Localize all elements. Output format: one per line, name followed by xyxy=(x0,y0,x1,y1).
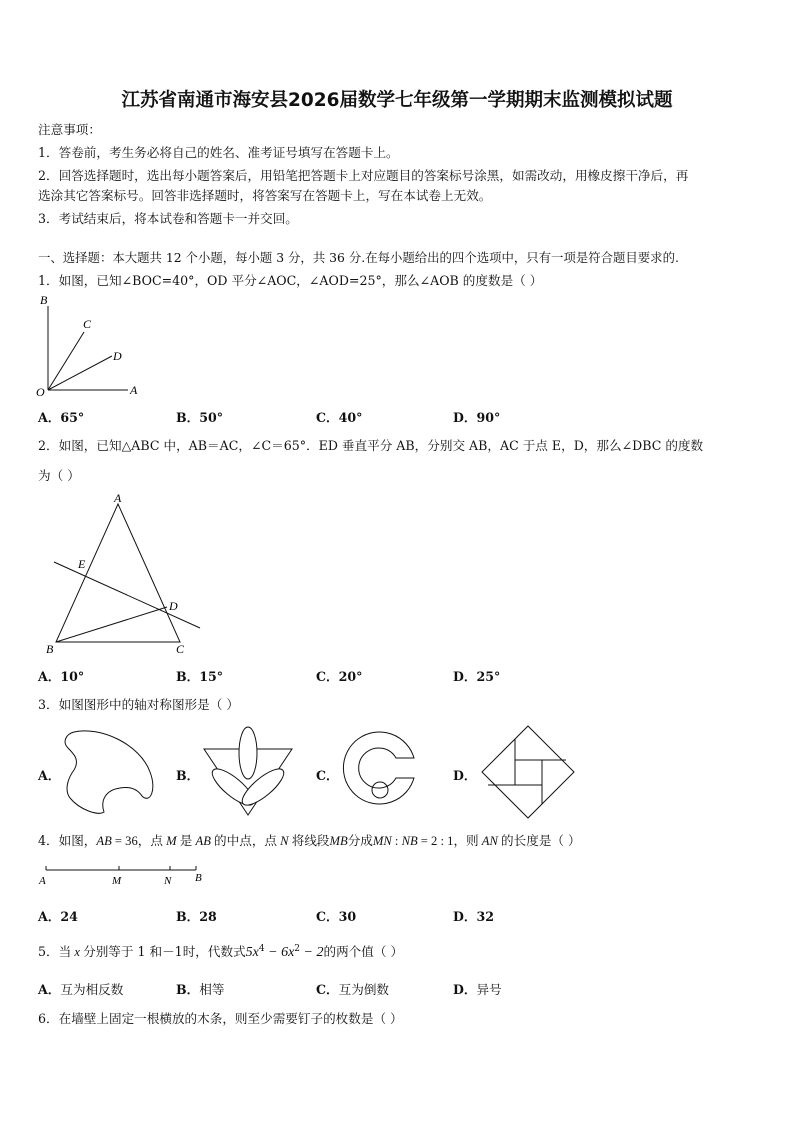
label-D: D xyxy=(169,599,178,613)
label-O: O xyxy=(36,385,45,399)
notice-item-1: 1．答卷前，考生务必将自己的姓名、准考证号填写在答题卡上。 xyxy=(38,145,399,160)
notice-heading: 注意事项： xyxy=(38,122,101,137)
label-C: C xyxy=(83,317,92,331)
label-B: B xyxy=(40,293,48,307)
question-6-text: 6．在墙壁上固定一根横放的木条，则至少需要钉子的枚数是（ ） xyxy=(38,1011,403,1026)
label-A: A xyxy=(130,383,138,397)
notice-item-3: 3．考试结束后，将本试卷和答题卡一并交回。 xyxy=(38,211,298,226)
label-B: B xyxy=(46,642,54,656)
question-1-figure xyxy=(32,292,147,400)
label-M: M xyxy=(112,875,122,887)
q1-option-c[interactable]: C．40° xyxy=(316,410,363,425)
notice-item-2-line2: 选涂其它答案标号。回答非选择题时，将答案写在答题卡上，写在本试卷上无效。 xyxy=(38,188,492,203)
q3-option-b-label[interactable]: B． xyxy=(176,768,200,783)
q4-option-d[interactable]: D．32 xyxy=(453,909,495,924)
q2-option-a[interactable]: A．10° xyxy=(38,669,85,684)
q3-option-a-label[interactable]: A． xyxy=(38,768,61,783)
q2-option-b[interactable]: B．15° xyxy=(176,669,224,684)
label-N: N xyxy=(164,875,172,887)
exam-title: 江苏省南通市海安县2026届数学七年级第一学期期末监测模拟试题 xyxy=(121,90,673,111)
q3-option-c-figure[interactable] xyxy=(338,728,422,812)
q5-option-c[interactable]: C．互为倒数 xyxy=(316,982,389,997)
question-2-text-line1: 2．如图，已知△ABC 中，AB＝AC，∠C＝65°．ED 垂直平分 AB，分别交 AB，AC 于点 E，D，那么∠DBC 的度数 xyxy=(38,438,704,453)
q3-option-a-figure[interactable] xyxy=(58,728,162,818)
q3-option-d-figure[interactable] xyxy=(478,722,578,822)
q3-option-d-label[interactable]: D． xyxy=(453,768,477,783)
q5-option-b[interactable]: B．相等 xyxy=(176,982,225,997)
label-D: D xyxy=(113,349,122,363)
label-A: A xyxy=(39,875,46,887)
q4-option-c[interactable]: C．30 xyxy=(316,909,357,924)
question-5-text: 5．当 x 分别等于 1 和－1时，代数式$5x^4 - 6x^2 - 2$的两个值（ ） xyxy=(38,944,404,961)
q2-option-c[interactable]: C．20° xyxy=(316,669,363,684)
q1-option-a[interactable]: A．65° xyxy=(38,410,85,425)
question-2-figure xyxy=(36,490,206,658)
label-A: A xyxy=(114,491,122,505)
label-E: E xyxy=(78,557,86,571)
notice-item-2-line1: 2．回答选择题时，选出每小题答案后，用铅笔把答题卡上对应题目的答案标号涂黑，如需改动，用橡皮擦干净后，再 xyxy=(38,168,689,183)
question-3-text: 3．如图图形中的轴对称图形是（ ） xyxy=(38,697,239,712)
question-4-figure xyxy=(36,860,216,890)
q4-option-a[interactable]: A．24 xyxy=(38,909,78,924)
q3-option-b-figure[interactable] xyxy=(198,723,298,823)
q5-option-d[interactable]: D．异号 xyxy=(453,982,502,997)
q1-option-b[interactable]: B．50° xyxy=(176,410,224,425)
section-heading: 一、选择题：本大题共 12 个小题，每小题 3 分，共 36 分.在每小题给出的四个选项中，只有一项是符合题目要求的. xyxy=(38,250,679,265)
label-C: C xyxy=(176,642,185,656)
q1-option-d[interactable]: D．90° xyxy=(453,410,501,425)
question-4-text: 4．如图，AB = 36，点 M 是 AB 的中点，点 N 将线段MB分成MN : NB = 2 : 1，则 AN 的长度是（ ） xyxy=(38,833,581,848)
q3-option-c-label[interactable]: C． xyxy=(316,768,339,783)
q2-option-d[interactable]: D．25° xyxy=(453,669,501,684)
label-B: B xyxy=(195,872,202,884)
question-2-text-line2: 为（ ） xyxy=(38,468,80,483)
q5-option-a[interactable]: A．互为相反数 xyxy=(38,982,124,997)
q4-option-b[interactable]: B．28 xyxy=(176,909,217,924)
question-1-text: 1．如图，已知∠BOC=40°，OD 平分∠AOC，∠AOD=25°，那么∠AOB 的度数是（ ） xyxy=(38,273,543,288)
